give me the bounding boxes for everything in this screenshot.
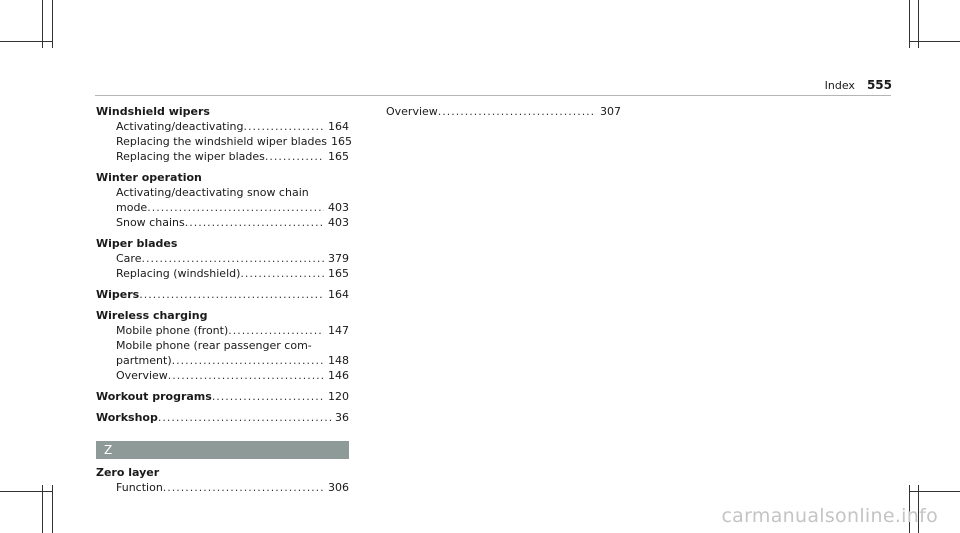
entry-text: Workshop bbox=[96, 411, 158, 424]
dot-leader bbox=[185, 215, 324, 230]
page-ref: 165 bbox=[330, 135, 352, 148]
entry-heading: Windshield wipers bbox=[96, 105, 210, 118]
index-entry bbox=[96, 410, 349, 425]
entry-text: Activating/deactivating bbox=[116, 120, 244, 133]
index-row bbox=[96, 480, 349, 495]
index-entries-continued bbox=[386, 104, 621, 119]
index-row bbox=[96, 200, 349, 215]
page-ref: 147 bbox=[328, 324, 349, 337]
page-ref: 379 bbox=[328, 252, 349, 265]
page-ref: 403 bbox=[328, 201, 349, 214]
page-ref: 120 bbox=[328, 390, 349, 403]
index-entries-z bbox=[96, 465, 349, 495]
page-ref: 165 bbox=[328, 267, 349, 280]
entry-text: Snow chains bbox=[116, 216, 185, 229]
index-row bbox=[96, 353, 349, 368]
index-entries bbox=[96, 104, 352, 425]
entry-text: Replacing the wiper blades bbox=[116, 150, 265, 163]
entry-text: mode bbox=[116, 201, 148, 214]
entry-text-line: Mobile phone (rear passenger com- bbox=[116, 339, 312, 352]
index-row bbox=[96, 215, 349, 230]
crop-mark bbox=[52, 485, 53, 533]
entry-heading: Wiper blades bbox=[96, 237, 178, 250]
page-ref: 307 bbox=[600, 105, 621, 118]
index-entry bbox=[96, 465, 349, 495]
page-ref: 148 bbox=[328, 354, 349, 367]
page-ref: 165 bbox=[328, 150, 349, 163]
index-entry bbox=[96, 236, 349, 281]
index-row bbox=[386, 104, 621, 119]
dot-leader bbox=[212, 389, 324, 404]
entry-text: Wipers bbox=[96, 288, 140, 301]
index-entry bbox=[96, 104, 352, 164]
entry-text: Replacing (windshield) bbox=[116, 267, 241, 280]
index-row bbox=[96, 119, 349, 134]
entry-text: partment) bbox=[116, 354, 172, 367]
dot-leader bbox=[240, 266, 324, 281]
dot-leader bbox=[172, 353, 324, 368]
page-ref: 164 bbox=[328, 288, 349, 301]
entry-heading: Winter operation bbox=[96, 171, 202, 184]
page-number: 555 bbox=[866, 78, 892, 92]
entry-heading: Zero layer bbox=[96, 466, 160, 479]
dot-leader bbox=[147, 200, 324, 215]
index-column-left bbox=[96, 104, 352, 501]
index-column-right bbox=[386, 104, 621, 119]
page-ref: 403 bbox=[328, 216, 349, 229]
dot-leader bbox=[265, 149, 324, 164]
dot-leader bbox=[139, 287, 324, 302]
entry-text: Mobile phone (front) bbox=[116, 324, 229, 337]
page-ref: 164 bbox=[328, 120, 349, 133]
watermark: carmanualsonline.info bbox=[721, 505, 938, 527]
page-ref: 146 bbox=[328, 369, 349, 382]
entry-text: Care bbox=[116, 252, 142, 265]
dot-leader bbox=[438, 104, 596, 119]
dot-leader bbox=[168, 368, 324, 383]
index-row bbox=[96, 368, 349, 383]
header-section: Index bbox=[824, 79, 855, 92]
entry-text: Overview bbox=[386, 105, 438, 118]
index-row bbox=[96, 287, 349, 302]
index-entry bbox=[96, 308, 349, 383]
page-ref: 306 bbox=[328, 481, 349, 494]
page-header bbox=[825, 78, 892, 92]
dot-leader bbox=[158, 410, 331, 425]
entry-text: Function bbox=[116, 481, 163, 494]
index-entry bbox=[96, 287, 349, 302]
entry-text: Overview bbox=[116, 369, 168, 382]
header-rule bbox=[95, 95, 891, 96]
crop-mark bbox=[909, 491, 960, 492]
section-letter: Z bbox=[104, 443, 113, 457]
crop-mark bbox=[909, 41, 960, 42]
dot-leader bbox=[141, 251, 324, 266]
entry-heading: Wireless charging bbox=[96, 309, 208, 322]
entry-text-line: Activating/deactivating snow chain bbox=[116, 186, 309, 199]
letter-section-bar bbox=[96, 441, 349, 459]
crop-mark bbox=[42, 485, 43, 533]
dot-leader bbox=[228, 323, 324, 338]
index-entry bbox=[96, 170, 349, 230]
dot-leader bbox=[163, 480, 324, 495]
index-row bbox=[96, 251, 349, 266]
dot-leader bbox=[244, 119, 324, 134]
index-row bbox=[96, 410, 349, 425]
entry-text: Workout programs bbox=[96, 390, 212, 403]
index-entry bbox=[96, 389, 349, 404]
crop-mark bbox=[0, 41, 52, 42]
index-row bbox=[96, 389, 349, 404]
entry-text: Replacing the windshield wiper blades bbox=[116, 135, 327, 148]
index-row bbox=[96, 266, 349, 281]
index-row bbox=[96, 323, 349, 338]
page-ref: 36 bbox=[335, 411, 349, 424]
crop-mark bbox=[52, 0, 53, 48]
crop-mark bbox=[0, 491, 52, 492]
index-row bbox=[96, 149, 349, 164]
index-row bbox=[96, 134, 352, 149]
